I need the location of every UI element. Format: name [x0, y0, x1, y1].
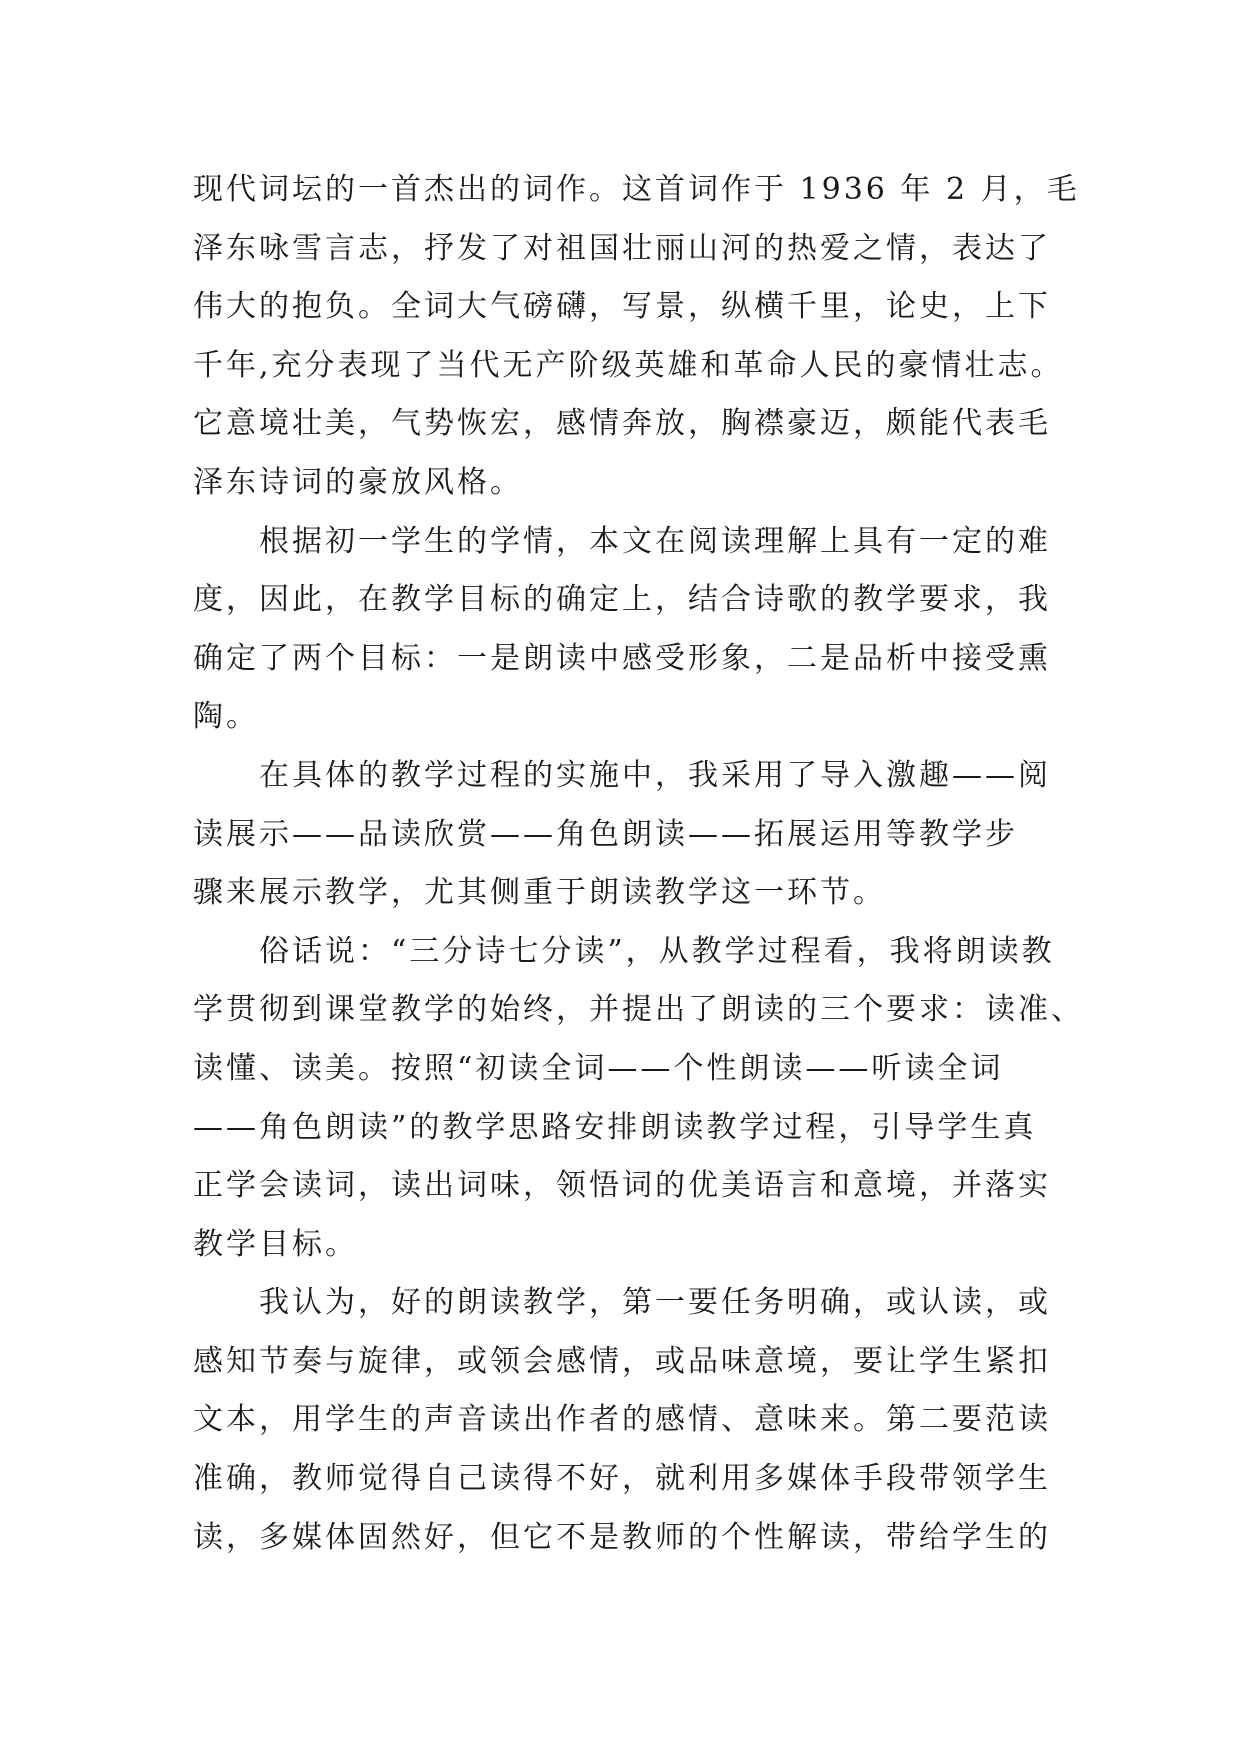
text-line: 教学目标。	[193, 1226, 358, 1262]
text-line: 确定了两个目标：一是朗读中感受形象，二是品析中接受熏	[193, 640, 1051, 676]
paragraph-first-line: 我认为，好的朗读教学，第一要任务明确，或认读，或	[259, 1285, 1051, 1321]
text-line: 陶。	[193, 699, 259, 735]
paragraph-first-line: 在具体的教学过程的实施中，我采用了导入激趣——阅	[259, 757, 1051, 793]
text-line: 伟大的抱负。全词大气磅礴，写景，纵横千里，论史，上下	[193, 289, 1051, 325]
text-line: 泽东咏雪言志，抒发了对祖国壮丽山河的热爱之情，表达了	[193, 230, 1051, 266]
text-line: 现代词坛的一首杰出的词作。这首词作于 1936 年 2 月，毛	[193, 172, 1080, 207]
text-line: 感知节奏与旋律，或领会感情，或品味意境，要让学生紧扣	[193, 1343, 1051, 1379]
text-line: 骤来展示教学，尤其侧重于朗读教学这一环节。	[193, 875, 886, 911]
text-line: 正学会读词，读出词味，领悟词的优美语言和意境，并落实	[193, 1168, 1051, 1204]
text-line: 读展示——品读欣赏——角色朗读——拓展运用等教学步	[193, 816, 1018, 852]
text-line: 它意境壮美，气势恢宏，感情奔放，胸襟豪迈，颇能代表毛	[193, 406, 1051, 442]
text-line: 读，多媒体固然好，但它不是教师的个性解读，带给学生的	[193, 1519, 1051, 1555]
text-line: 泽东诗词的豪放风格。	[193, 464, 523, 500]
text-line: 读懂、读美。按照“初读全词——个性朗读——听读全词	[193, 1050, 1004, 1086]
text-line: 文本，用学生的声音读出作者的感情、意味来。第二要范读	[193, 1402, 1051, 1438]
text-line: 千年,充分表现了当代无产阶级英雄和革命人民的豪情壮志。	[193, 347, 1064, 383]
document-body	[193, 161, 1084, 1567]
text-line: 准确，教师觉得自己读得不好，就利用多媒体手段带领学生	[193, 1461, 1051, 1497]
text-line: ——角色朗读”的教学思路安排朗读教学过程，引导学生真	[193, 1109, 1037, 1145]
paragraph-first-line: 俗话说：“三分诗七分读”，从教学过程看，我将朗读教	[259, 933, 1055, 969]
paragraph-first-line: 根据初一学生的学情，本文在阅读理解上具有一定的难	[259, 523, 1051, 559]
text-line: 度，因此，在教学目标的确定上，结合诗歌的教学要求，我	[193, 582, 1051, 618]
text-line: 学贯彻到课堂教学的始终，并提出了朗读的三个要求：读准、	[193, 992, 1084, 1028]
